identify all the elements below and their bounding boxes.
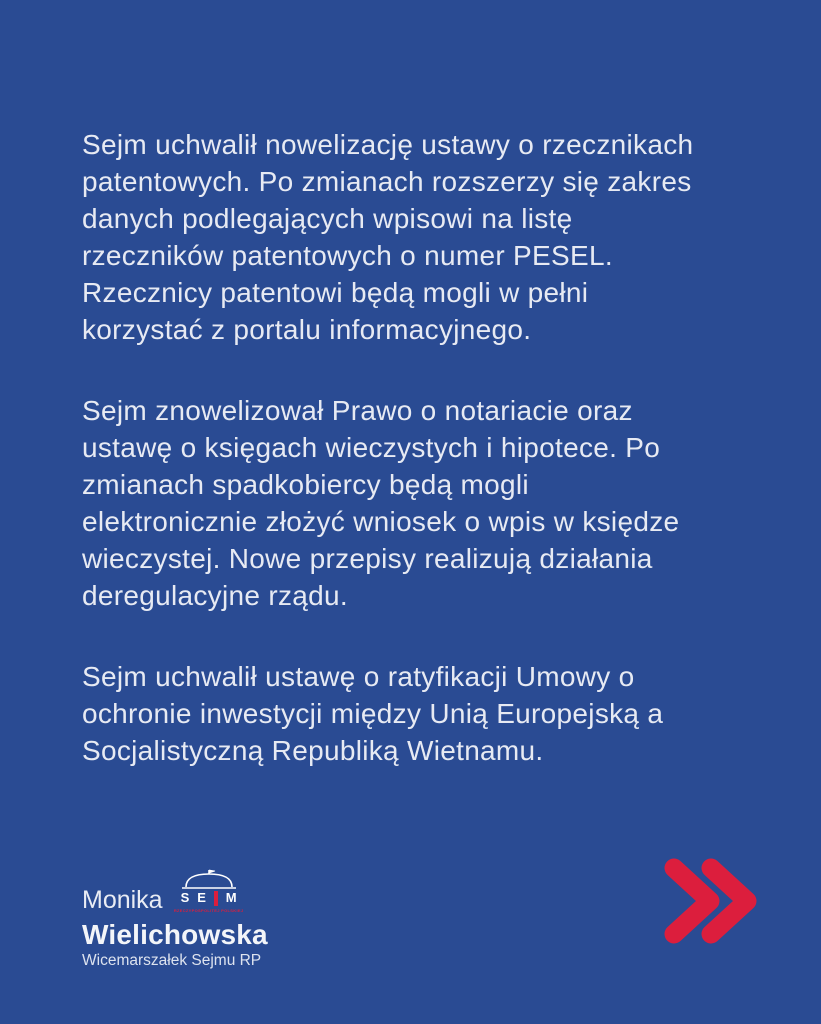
text-line: korzystać z portalu informacyjnego. (82, 314, 532, 345)
text-line: Socjalistyczną Republiką Wietnamu. (82, 735, 544, 766)
paragraph-2 (82, 392, 782, 614)
text-line: wieczystej. Nowe przepisy realizują działania (82, 543, 653, 574)
sejm-logo (173, 868, 244, 915)
text-line: Sejm znowelizował Prawo o notariacie oraz (82, 395, 633, 426)
text-line: danych podlegających wpisowi na listę (82, 203, 573, 234)
text-line: Rzecznicy patentowi będą mogli w pełni (82, 277, 589, 308)
text-line: patentowych. Po zmianach rozszerzy się zakres (82, 166, 692, 197)
text-line: Sejm uchwalił nowelizację ustawy o rzecznikach (82, 129, 694, 160)
double-chevron-right-icon (662, 857, 766, 945)
text-line: elektronicznie złożyć wniosek o wpis w księdze (82, 506, 680, 537)
signature-block (82, 868, 268, 970)
text-line: deregulacyjne rządu. (82, 580, 348, 611)
text-line: ochronie inwestycji między Unią Europejską a (82, 698, 664, 729)
paragraph-3 (82, 658, 782, 769)
text-line: zmianach spadkobiercy będą mogli (82, 469, 529, 500)
sejm-dome-icon (180, 868, 238, 890)
body-text (82, 126, 782, 813)
signature-first-name: Monika (82, 886, 163, 914)
sejm-logo-letters (181, 891, 237, 906)
logo-letter-j-bar (214, 891, 218, 906)
signature-last-name: Wielichowska (82, 919, 268, 950)
logo-letter-m: M (225, 890, 237, 905)
signature-title: Wicemarszałek Sejmu RP (82, 952, 262, 969)
logo-letter-e: E (197, 890, 206, 905)
text-line: rzeczników patentowych o numer PESEL. (82, 240, 613, 271)
logo-letter-s: S (180, 890, 190, 905)
text-line: Sejm uchwalił ustawę o ratyfikacji Umowy o (82, 661, 635, 692)
sejm-logo-subtext: RZECZYPOSPOLITEJ POLSKIEJ (173, 908, 244, 913)
text-line: ustawę o księgach wieczystych i hipotece. Po (82, 432, 661, 463)
paragraph-1 (82, 126, 782, 348)
